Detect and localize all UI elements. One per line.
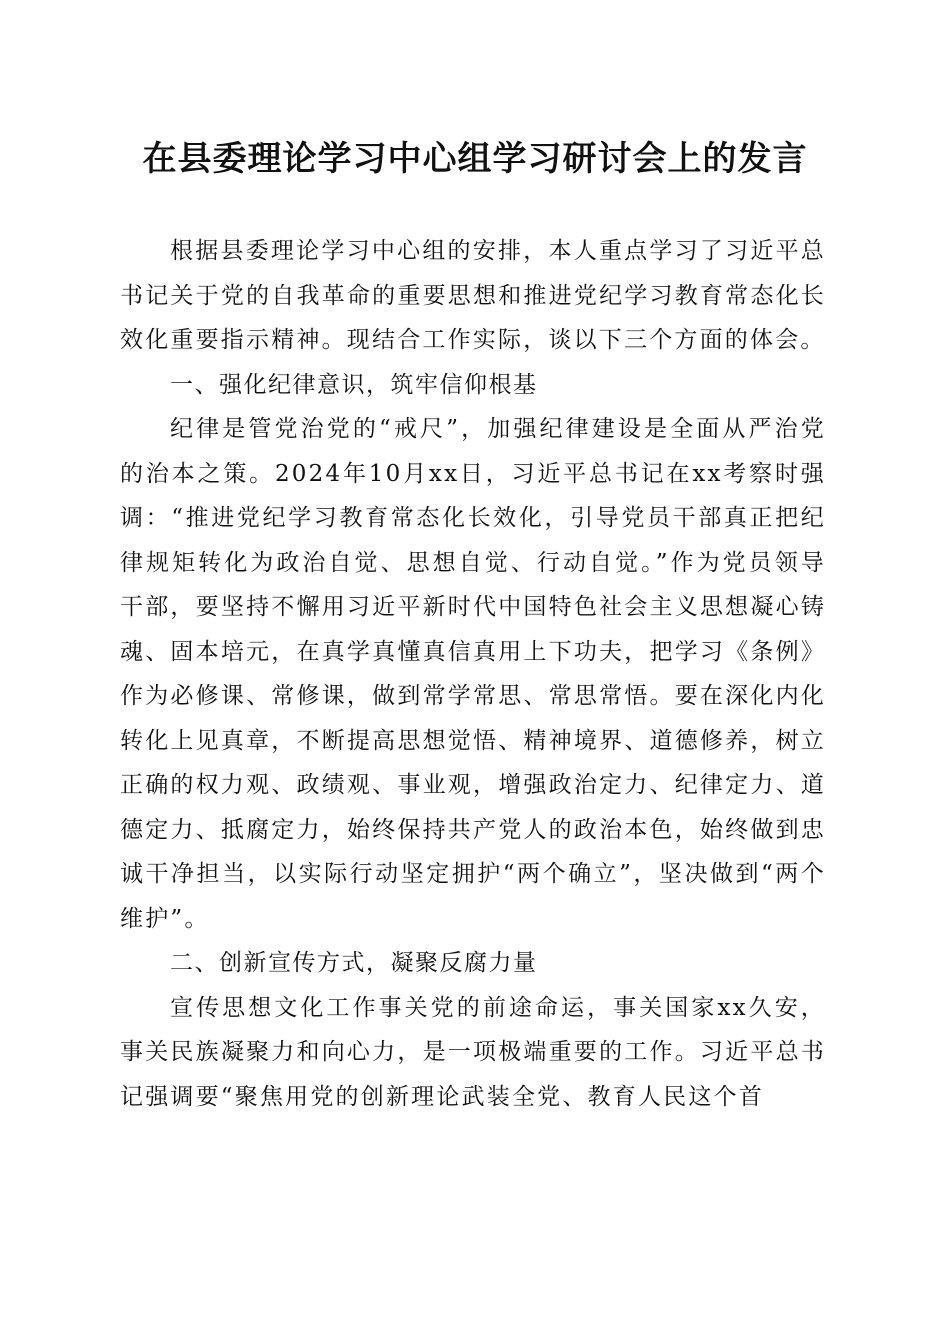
section-paragraph-2: 宣传思想文化工作事关党的前途命运，事关国家xx久安，事关民族凝聚力和向心力，是一项极端重要的工作。习近平总书记强调要“聚焦用党的创新理论武装全党、教育人民这个首 [120,994,826,1110]
section-heading-2: 二、创新宣传方式，凝聚反腐力量 [170,950,538,976]
document-body [120,229,826,1119]
document-title: 在县委理论学习中心组学习研讨会上的发言 [142,139,808,179]
section-heading-1: 一、强化纪律意识，筑牢信仰根基 [170,371,538,398]
section-paragraph-1: 纪律是管党治党的“戒尺”，加强纪律建设是全面从严治党的治本之策。2024年10月xx日，习近平总书记在xx考察时强调：“推进党纪学习教育常态化长效化，引导党员干部真正把纪律规矩转化为政治自觉、思想自觉、行动自觉。”作为党员领导干部，要坚持不懈用习近平新时代中国特色社会主义思想凝心铸魂、固本培元，在真学真懂真信真用上下功夫，把学习《条例》作为必修课、常修课，做到常学常思、常思常悟。要在深化内化转化上见真章，不断提高思想觉悟、精神境界、道德修养，树立正确的权力观、政绩观、事业观，增强政治定力、纪律定力、道德定力、抵腐定力，始终保持共产党人的政治本色，始终做到忠诚干净担当，以实际行动坚定拥护“两个确立”，坚决做到“两个维护”。 [120,416,826,932]
intro-paragraph: 根据县委理论学习中心组的安排，本人重点学习了习近平总书记关于党的自我革命的重要思想和推进党纪学习教育常态化长效化重要指示精神。现结合工作实际，谈以下三个方面的体会。 [120,238,826,353]
